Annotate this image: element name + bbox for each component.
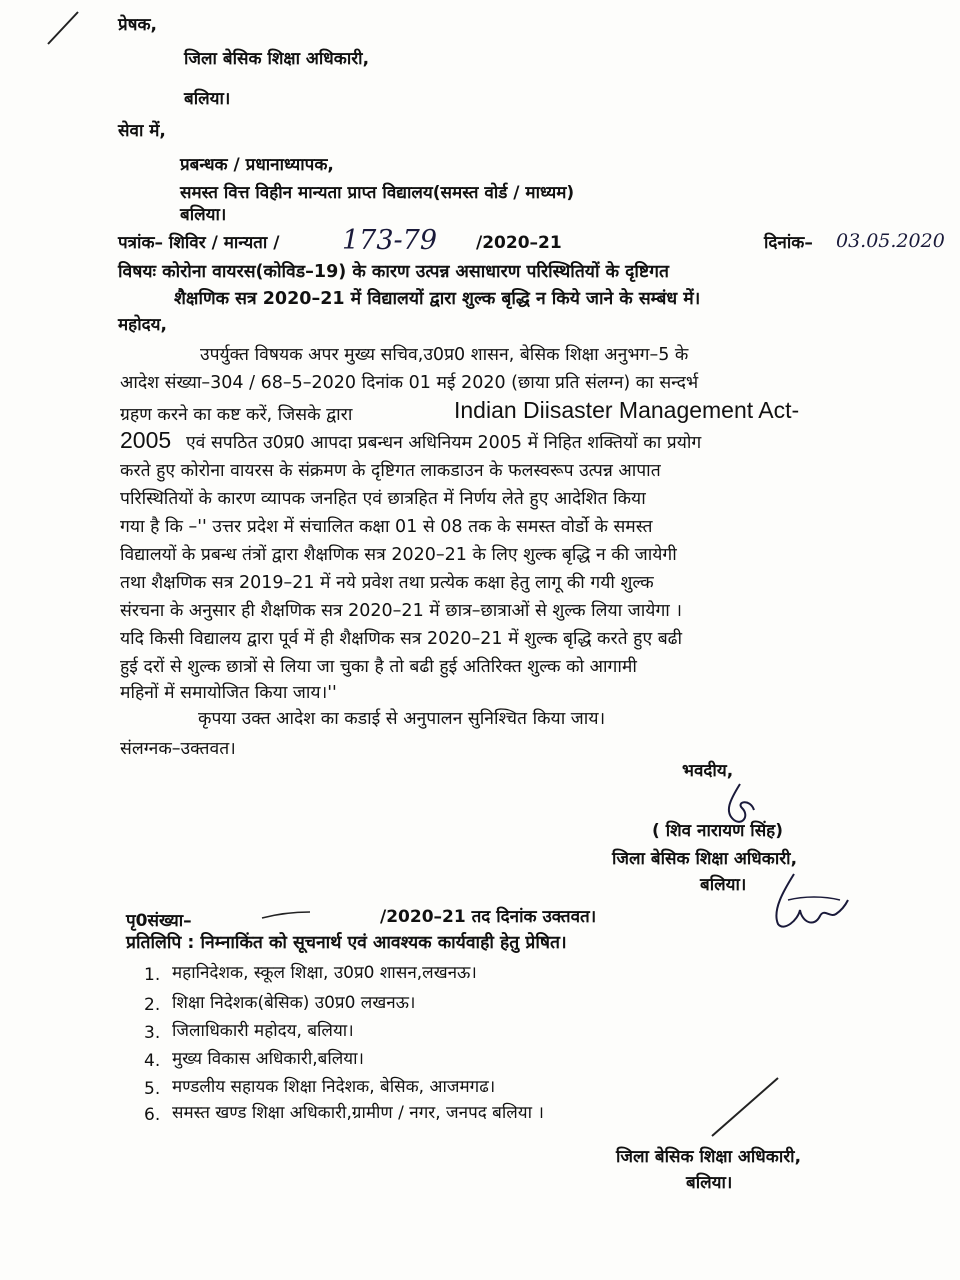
closing-place: बलिया। [700,875,747,895]
copy-item-6-text: समस्त खण्ड शिक्षा अधिकारी,ग्रामीण / नगर, जनपद बलिया । [172,1103,544,1123]
copy-item-2-text: शिक्षा निदेशक(बेसिक) उ0प्र0 लखनऊ। [172,993,416,1013]
date-handwritten: 03.05.2020 [836,230,945,252]
body-line-14: कृपया उक्त आदेश का कडाई से अनुपालन सुनिश्चित किया जाय। [198,709,606,729]
copy-item-6-num: 6. [144,1105,161,1125]
body-line-7: गया है कि –'' उत्तर प्रदेश में संचालित कक्षा 01 से 08 तक के समस्त वोर्डो के समस्त [120,517,653,537]
copy-item-3-text: जिलाधिकारी महोदय, बलिया। [172,1021,354,1041]
body-line-4a: 2005 [120,427,172,453]
body-line-8: विद्यालयों के प्रबन्ध तंत्रों द्वारा शैक्षणिक सत्र 2020–21 के लिए शुल्क बृद्धि न की जायेगी [120,545,677,565]
copy-item-1-num: 1. [144,965,161,985]
date-label: दिनांक– [764,233,813,253]
body-line-13: महिनों में समायोजित किया जाय।'' [120,683,337,703]
copy-item-1-text: महानिदेशक, स्कूल शिक्षा, उ0प्र0 शासन,लखनऊ। [172,963,477,983]
recipient-line2: समस्त वित्त विहीन मान्यता प्राप्त विद्यालय(समस्त वोर्ड / माध्यम) [180,183,575,203]
body-line-3a: ग्रहण करने का कष्ट करें, जिसके द्वारा [120,405,353,425]
body-line-4b: एवं सपठित उ0प्र0 आपदा प्रबन्धन अधिनियम 2005 में निहित शक्तियों का प्रयोग [186,433,702,453]
salutation: महोदय, [118,315,167,335]
body-line-12: हुई दरों से शुल्क छात्रों से लिया जा चुका है तो बढी हुई अतिरिक्त शुल्क को आगामी [120,657,637,677]
body-line-10: संरचना के अनुसार ही शैक्षणिक सत्र 2020–21 में छात्र–छात्राओं से शुल्क लिया जायेगा । [120,601,683,621]
body-line-6: परिस्थितियों के कारण व्यापक जनहित एवं छात्रहित में निर्णय लेते हुए आदेशित किया [120,489,646,509]
body-line-9: तथा शैक्षणिक सत्र 2019–21 में नये प्रवेश तथा प्रत्येक कक्षा हेतु लागू की गयी शुल्क [120,573,654,593]
copy-line: प्रतिलिपि : निम्नाकिंत को सूचनार्थ एवं आवश्यक कार्यवाही हेतु प्रेषित। [126,933,567,953]
footer-place: बलिया। [686,1173,733,1193]
endorsement-suffix: /2020–21 तद दिनांक उक्तवत। [380,907,597,927]
body-line-2: आदेश संख्या–304 / 68–5–2020 दिनांक 01 मई 2020 (छाया प्रति संलग्न) का सन्दर्भ [120,373,699,393]
copy-item-4-text: मुख्य विकास अधिकारी,बलिया। [172,1049,364,1069]
reference-prefix: पत्रांक– शिविर / मान्यता / [118,233,280,253]
sender-place: बलिया। [184,89,231,109]
body-line-1: उपर्युक्त विषयक अपर मुख्य सचिव,उ0प्र0 शासन, बेसिक शिक्षा अनुभग–5 के [200,345,689,365]
recipient-line1: प्रबन्धक / प्रधानाध्यापक, [180,155,334,175]
body-line-5: करते हुए कोरोना वायरस के संक्रमण के दृष्टिगत लाकडाउन के फलस्वरूप उत्पन्न आपात [120,461,661,481]
reference-number-handwritten: 173-79 [342,225,438,256]
subject-line1: विषयः कोरोना वायरस(कोविड–19) के कारण उत्पन्न असाधारण परिस्थितियों के दृष्टिगत [118,262,669,282]
closing-yours: भवदीय, [682,761,734,781]
reference-year: /2020–21 [476,233,562,253]
recipient-place: बलिया। [180,205,227,225]
body-line-3b: Indian Diisaster Management Act- [454,397,800,423]
copy-item-2-num: 2. [144,995,161,1015]
sender-name: जिला बेसिक शिक्षा अधिकारी, [184,49,370,69]
recipient-label: सेवा में, [118,121,166,141]
copy-item-5-num: 5. [144,1079,161,1099]
copy-item-4-num: 4. [144,1051,161,1071]
closing-name: ( शिव नारायण सिंह) [652,821,783,841]
footer-designation: जिला बेसिक शिक्षा अधिकारी, [616,1147,802,1167]
signature-mark [764,870,854,940]
closing-designation: जिला बेसिक शिक्षा अधिकारी, [612,849,798,869]
copy-item-3-num: 3. [144,1023,161,1043]
attachment-note: संलग्नक–उक्तवत। [120,739,236,759]
sender-label: प्रेषक, [118,15,158,35]
endorsement-prefix: पृ0संख्या– [126,911,192,931]
copy-item-5-text: मण्डलीय सहायक शिक्षा निदेशक, बेसिक, आजमगढ। [172,1077,496,1097]
body-line-11: यदि किसी विद्यालय द्वारा पूर्व में ही शैक्षणिक सत्र 2020–21 में शुल्क बृद्धि करते हुए बढी [120,629,683,649]
subject-line2: शैक्षणिक सत्र 2020–21 में विद्यालयों द्वारा शुल्क बृद्धि न किये जाने के सम्बंध में। [174,289,701,309]
